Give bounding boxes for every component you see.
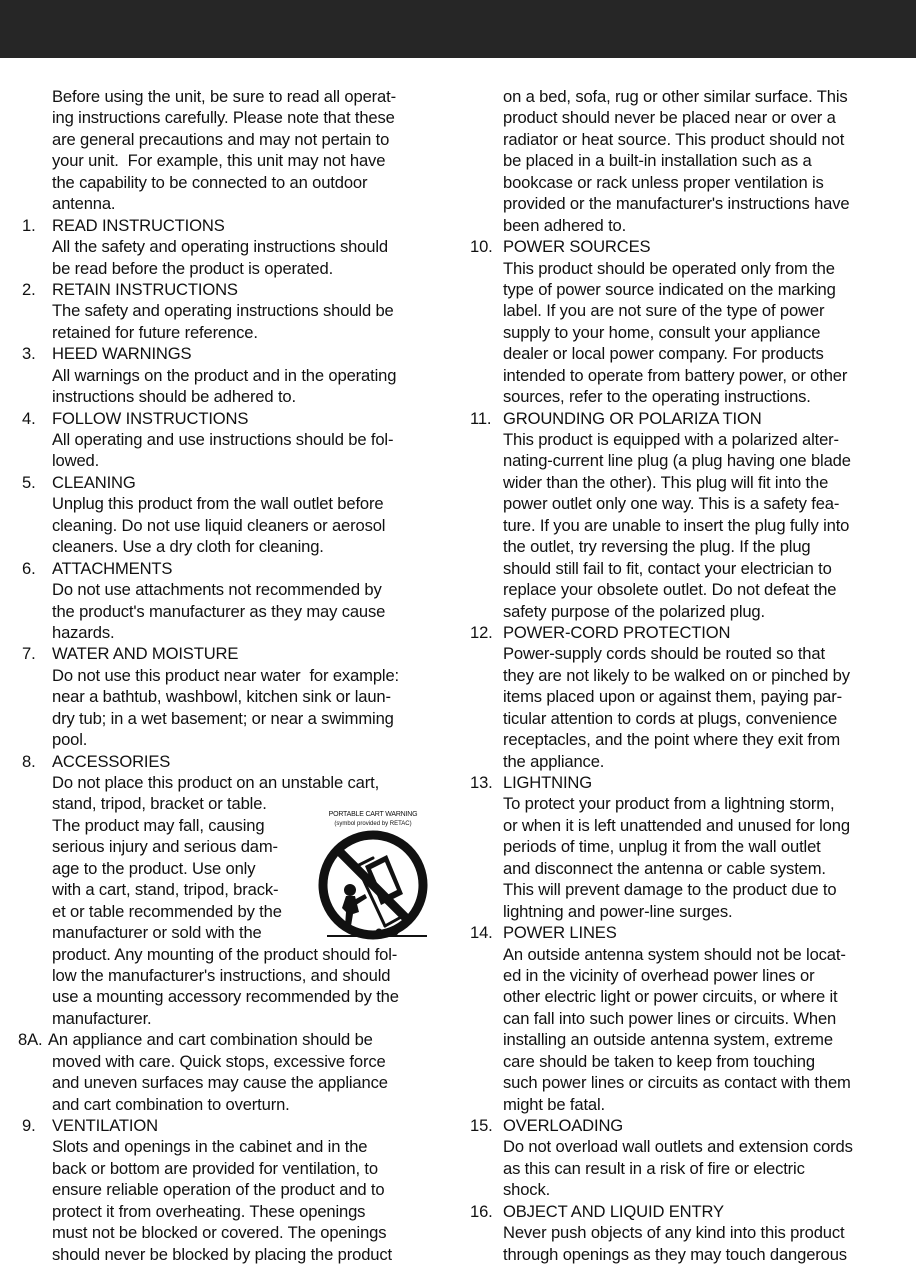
intro-line: the capability to be connected to an outdoor bbox=[52, 172, 368, 192]
item-line: All the safety and operating instructions should bbox=[52, 237, 388, 257]
item-line: All warnings on the product and in the operating bbox=[52, 365, 397, 385]
item-line: manufacturer. bbox=[52, 1008, 152, 1028]
item-line: the appliance. bbox=[503, 751, 605, 771]
intro-line: Before using the unit, be sure to read all operat- bbox=[52, 87, 396, 106]
continuation-line: on a bed, sofa, rug or other similar surface. This bbox=[503, 87, 848, 106]
item-title: OBJECT AND LIQUID ENTRY bbox=[503, 1201, 724, 1221]
safety-item bbox=[470, 1201, 894, 1265]
intro-line: are general precautions and may not pertain to bbox=[52, 129, 390, 149]
continuation-line: provided or the manufacturer's instructions have bbox=[503, 194, 850, 214]
item-line: periods of time, unplug it from the wall outlet bbox=[503, 837, 821, 857]
safety-item bbox=[22, 215, 452, 279]
item-line: back or bottom are provided for ventilation, to bbox=[52, 1158, 378, 1178]
item-line: retained for future reference. bbox=[52, 322, 258, 342]
no-cart-tipping-icon bbox=[313, 808, 433, 948]
item-line: dealer or local power company. For products bbox=[503, 344, 824, 364]
item-line: near a bathtub, washbowl, kitchen sink or laun- bbox=[52, 687, 391, 707]
item-number: 2. bbox=[22, 279, 36, 299]
item-line: Do not use this product near water for example: bbox=[52, 665, 399, 685]
continuation-line: been adhered to. bbox=[503, 215, 627, 235]
item-line: protect it from overheating. These openings bbox=[52, 1201, 366, 1221]
safety-item bbox=[22, 472, 452, 558]
item-line: or when it is left unattended and unused for long bbox=[503, 815, 850, 835]
item-line: can fall into such power lines or circuits. When bbox=[503, 1008, 837, 1028]
item-line: and disconnect the antenna or cable system. bbox=[503, 858, 826, 878]
item-number: 16. bbox=[470, 1201, 493, 1221]
safety-item bbox=[22, 343, 452, 407]
item-line: low the manufacturer's instructions, and should bbox=[52, 965, 391, 985]
item-title: An appliance and cart combination should be bbox=[48, 1030, 373, 1050]
item-line: stand, tripod, bracket or table. bbox=[52, 794, 267, 814]
item-line: This will prevent damage to the product due to bbox=[503, 880, 837, 900]
item-line: items placed upon or against them, paying par- bbox=[503, 687, 843, 707]
item-line: label. If you are not sure of the type of power bbox=[503, 301, 825, 321]
item-number: 8. bbox=[22, 751, 36, 771]
safety-item bbox=[470, 622, 894, 772]
item-line: nating-current line plug (a plug having one blade bbox=[503, 451, 851, 471]
item-line: cleaners. Use a dry cloth for cleaning. bbox=[52, 537, 324, 557]
intro-line: antenna. bbox=[52, 194, 116, 214]
item-line: receptacles, and the point where they exit from bbox=[503, 730, 840, 750]
item-line: replace your obsolete outlet. Do not defeat the bbox=[503, 580, 837, 600]
item-line: serious injury and serious dam- bbox=[52, 837, 278, 857]
continuation-line: radiator or heat source. This product should not bbox=[503, 129, 845, 149]
item-title: FOLLOW INSTRUCTIONS bbox=[52, 408, 249, 428]
item-line: and cart combination to overturn. bbox=[52, 1094, 290, 1114]
item-title: WATER AND MOISTURE bbox=[52, 644, 239, 664]
cart-warning-caption: PORTABLE CART WARNING bbox=[328, 811, 418, 818]
intro-paragraph bbox=[22, 86, 452, 215]
safety-item bbox=[22, 408, 452, 472]
continuation-line: product should never be placed near or over a bbox=[503, 108, 836, 128]
safety-item bbox=[470, 922, 894, 1115]
item-title: RETAIN INSTRUCTIONS bbox=[52, 279, 238, 299]
item-line: hazards. bbox=[52, 622, 115, 642]
item-line: cleaning. Do not use liquid cleaners or aerosol bbox=[52, 515, 386, 535]
safety-item bbox=[22, 558, 452, 644]
item-line: manufacturer or sold with the bbox=[52, 923, 262, 943]
item-number: 8A. bbox=[18, 1030, 43, 1050]
cart-warning-figure bbox=[313, 808, 433, 948]
item-number: 14. bbox=[470, 923, 493, 943]
item-line: safety purpose of the polarized plug. bbox=[503, 601, 765, 621]
left-column bbox=[18, 86, 452, 1265]
item-line: with a cart, stand, tripod, brack- bbox=[52, 880, 279, 900]
item-line: they are not likely to be walked on or pinched by bbox=[503, 665, 850, 685]
item-title: READ INSTRUCTIONS bbox=[52, 215, 225, 235]
item-line: To protect your product from a lightning storm, bbox=[503, 794, 835, 814]
item-line: through openings as they may touch dangerous bbox=[503, 1244, 847, 1264]
item-line: the outlet, try reversing the plug. If the plug bbox=[503, 537, 811, 557]
item-line: installing an outside antenna system, extreme bbox=[503, 1030, 833, 1050]
item-line: moved with care. Quick stops, excessive force bbox=[52, 1051, 386, 1071]
item-line: Unplug this product from the wall outlet before bbox=[52, 494, 384, 514]
item-number: 13. bbox=[470, 773, 493, 792]
item-line: ticular attention to cords at plugs, convenience bbox=[503, 708, 838, 728]
safety-item bbox=[22, 1115, 452, 1265]
item-number: 12. bbox=[470, 622, 493, 642]
item-line: use a mounting accessory recommended by the bbox=[52, 987, 399, 1007]
item-line: product. Any mounting of the product should fol- bbox=[52, 944, 398, 964]
item-line: must not be blocked or covered. The openings bbox=[52, 1223, 387, 1243]
item-line: All operating and use instructions should be fol- bbox=[52, 430, 394, 449]
intro-line: ing instructions carefully. Please note that these bbox=[52, 108, 395, 128]
item-line: as this can result in a risk of fire or electric bbox=[503, 1158, 805, 1178]
safety-item bbox=[22, 279, 452, 343]
item-line: Power-supply cords should be routed so that bbox=[503, 644, 825, 664]
item-number: 7. bbox=[22, 644, 36, 664]
item-line: care should be taken to keep from touching bbox=[503, 1051, 815, 1071]
item-number: 11. bbox=[470, 408, 492, 428]
safety-item bbox=[22, 643, 452, 750]
item-number: 6. bbox=[22, 558, 36, 578]
item-line: other electric light or power circuits, or where it bbox=[503, 987, 838, 1007]
right-column bbox=[470, 86, 894, 1265]
item-title: ATTACHMENTS bbox=[52, 558, 173, 578]
item-line: Do not overload wall outlets and extension cords bbox=[503, 1137, 853, 1157]
item-line: Never push objects of any kind into this product bbox=[503, 1223, 845, 1243]
item-line: This product should be operated only from the bbox=[503, 258, 835, 278]
safety-item bbox=[470, 236, 894, 408]
item-line: Do not use attachments not recommended by bbox=[52, 580, 382, 600]
item-number: 5. bbox=[22, 472, 36, 492]
continuation-line: bookcase or rack unless proper ventilation is bbox=[503, 172, 824, 192]
item-line: age to the product. Use only bbox=[52, 858, 256, 878]
item-title: CLEANING bbox=[52, 472, 136, 492]
item-line: be read before the product is operated. bbox=[52, 258, 334, 278]
item-line: such power lines or circuits as contact with them bbox=[503, 1073, 851, 1093]
item-number: 10. bbox=[470, 237, 493, 257]
item-title: POWER SOURCES bbox=[503, 237, 651, 257]
item-line: might be fatal. bbox=[503, 1094, 605, 1114]
item-line: This product is equipped with a polarized alter- bbox=[503, 430, 839, 449]
item-line: ensure reliable operation of the product and to bbox=[52, 1180, 385, 1200]
item-number: 3. bbox=[22, 344, 36, 364]
safety-item bbox=[470, 1115, 894, 1201]
item-line: supply to your home, consult your appliance bbox=[503, 322, 821, 342]
item-line: ture. If you are unable to insert the plug fully into bbox=[503, 515, 850, 535]
item-line: and uneven surfaces may cause the appliance bbox=[52, 1073, 388, 1093]
item-line: should never be blocked by placing the product bbox=[52, 1244, 392, 1264]
safety-item bbox=[18, 1029, 452, 1115]
item-number: 4. bbox=[22, 408, 36, 428]
item-line: should still fail to fit, contact your electrician to bbox=[503, 558, 832, 578]
item-title: VENTILATION bbox=[52, 1116, 158, 1135]
item-line: Slots and openings in the cabinet and in the bbox=[52, 1137, 368, 1157]
item-line: sources, refer to the operating instructions. bbox=[503, 387, 811, 407]
item-line: the product's manufacturer as they may cause bbox=[52, 601, 386, 621]
item-line: dry tub; in a wet basement; or near a swimming bbox=[52, 708, 394, 728]
top-bar bbox=[0, 0, 916, 58]
item-number: 9. bbox=[22, 1116, 36, 1135]
item-line: lowed. bbox=[52, 451, 100, 471]
item-line: et or table recommended by the bbox=[52, 901, 282, 921]
item-title: HEED WARNINGS bbox=[52, 344, 192, 364]
intro-line: your unit. For example, this unit may not have bbox=[52, 151, 386, 171]
item-title: ACCESSORIES bbox=[52, 751, 171, 771]
item-title: POWER-CORD PROTECTION bbox=[503, 622, 731, 642]
item-line: shock. bbox=[503, 1180, 551, 1200]
safety-item bbox=[470, 772, 894, 922]
ventilation-continuation bbox=[470, 86, 894, 236]
cart-warning-source: (symbol provided by RETAC) bbox=[334, 821, 412, 827]
item-line: Do not place this product on an unstable cart, bbox=[52, 773, 380, 792]
item-number: 15. bbox=[470, 1116, 493, 1135]
item-line: power outlet only one way. This is a safety fea- bbox=[503, 494, 840, 514]
item-line: wider than the other). This plug will fit into the bbox=[503, 472, 829, 492]
item-line: The product may fall, causing bbox=[52, 815, 265, 835]
item-line: pool. bbox=[52, 730, 88, 750]
item-line: lightning and power-line surges. bbox=[503, 901, 733, 921]
item-line: An outside antenna system should not be locat- bbox=[503, 944, 846, 964]
safety-item bbox=[470, 408, 894, 622]
item-title: OVERLOADING bbox=[503, 1116, 624, 1135]
item-title: POWER LINES bbox=[503, 923, 617, 943]
item-line: The safety and operating instructions should be bbox=[52, 301, 394, 321]
continuation-line: be placed in a built-in installation such as a bbox=[503, 151, 812, 171]
item-title: GROUNDING OR POLARIZA TION bbox=[503, 408, 762, 428]
item-title: LIGHTNING bbox=[503, 773, 593, 792]
item-line: intended to operate from battery power, or other bbox=[503, 365, 848, 385]
item-line: ed in the vicinity of overhead power lines or bbox=[503, 965, 815, 985]
item-line: instructions should be adhered to. bbox=[52, 387, 296, 407]
item-number: 1. bbox=[22, 215, 36, 235]
item-line: type of power source indicated on the marking bbox=[503, 279, 836, 299]
